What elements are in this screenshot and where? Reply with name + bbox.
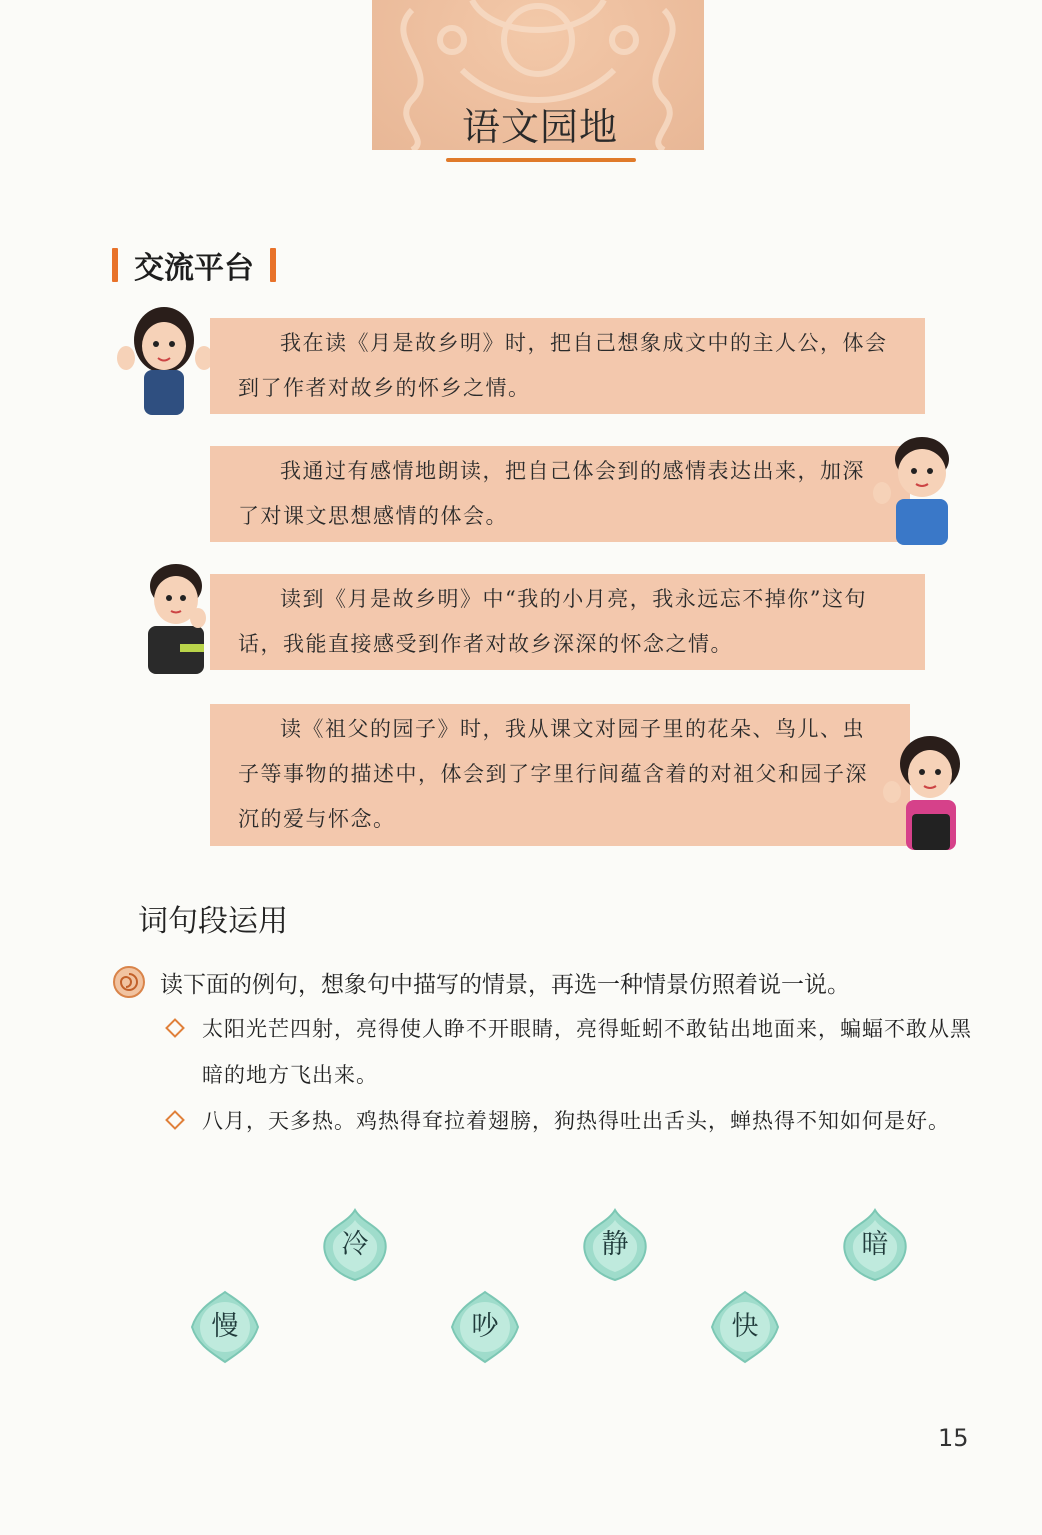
page-title: 语文园地 <box>461 105 618 149</box>
word-badge-cold <box>318 1208 392 1282</box>
example-sentence-2 <box>166 1098 976 1144</box>
girl-avatar-1 <box>112 300 222 415</box>
instruction-text: 读下面的例句，想象句中描写的情景，再选一种情景仿照着说一说。 <box>160 971 850 998</box>
title-underline <box>446 158 636 162</box>
word-badge-label: 暗 <box>861 1229 889 1260</box>
usage-heading: 词句段运用 <box>138 904 288 939</box>
example-sentence-1 <box>166 1006 976 1098</box>
word-badge-label: 冷 <box>341 1229 369 1260</box>
example-text-2: 八月，天多热。鸡热得耷拉着翅膀，狗热得吐出舌头，蝉热得不知如何是好。 <box>202 1109 950 1133</box>
word-badge-dark <box>838 1208 912 1282</box>
boy-avatar-2 <box>140 556 220 674</box>
exchange-bubble-2: 我通过有感情地朗读，把自己体会到的感情表达出来，加深了对课文思想感情的体会。 <box>210 446 910 542</box>
word-badge-label: 吵 <box>471 1311 499 1342</box>
swirl-icon <box>112 965 146 999</box>
word-badge-label: 快 <box>731 1311 759 1342</box>
word-badge-fast <box>708 1290 782 1364</box>
diamond-bullet-icon <box>165 1018 185 1038</box>
page-number: 15 <box>938 1424 969 1452</box>
exchange-heading <box>112 246 276 284</box>
exchange-bubble-1: 我在读《月是故乡明》时，把自己想象成文中的主人公，体会到了作者对故乡的怀乡之情。 <box>210 318 925 414</box>
word-badge-label: 静 <box>601 1229 629 1260</box>
diamond-bullet-icon <box>165 1110 185 1130</box>
heading-bar-right <box>270 248 276 282</box>
word-badge-slow <box>188 1290 262 1364</box>
boy-avatar-1 <box>870 425 970 545</box>
word-badge-noisy <box>448 1290 522 1364</box>
word-badge-quiet <box>578 1208 652 1282</box>
exchange-heading-text: 交流平台 <box>134 251 254 286</box>
word-badge-label: 慢 <box>211 1311 239 1342</box>
exchange-bubble-4: 读《祖父的园子》时，我从课文对园子里的花朵、鸟儿、虫子等事物的描述中，体会到了字里行间蕴含着的对祖父和园子深沉的爱与怀念。 <box>210 704 910 846</box>
heading-bar-left <box>112 248 118 282</box>
usage-instruction <box>112 965 850 999</box>
example-text-1: 太阳光芒四射，亮得使人睁不开眼睛，亮得蚯蚓不敢钻出地面来，蝙蝠不敢从黑暗的地方飞出来。 <box>202 1017 972 1087</box>
exchange-bubble-3: 读到《月是故乡明》中“我的小月亮，我永远忘不掉你”这句话，我能直接感受到作者对故乡深深的怀念之情。 <box>210 574 925 670</box>
girl-avatar-2 <box>876 730 976 850</box>
